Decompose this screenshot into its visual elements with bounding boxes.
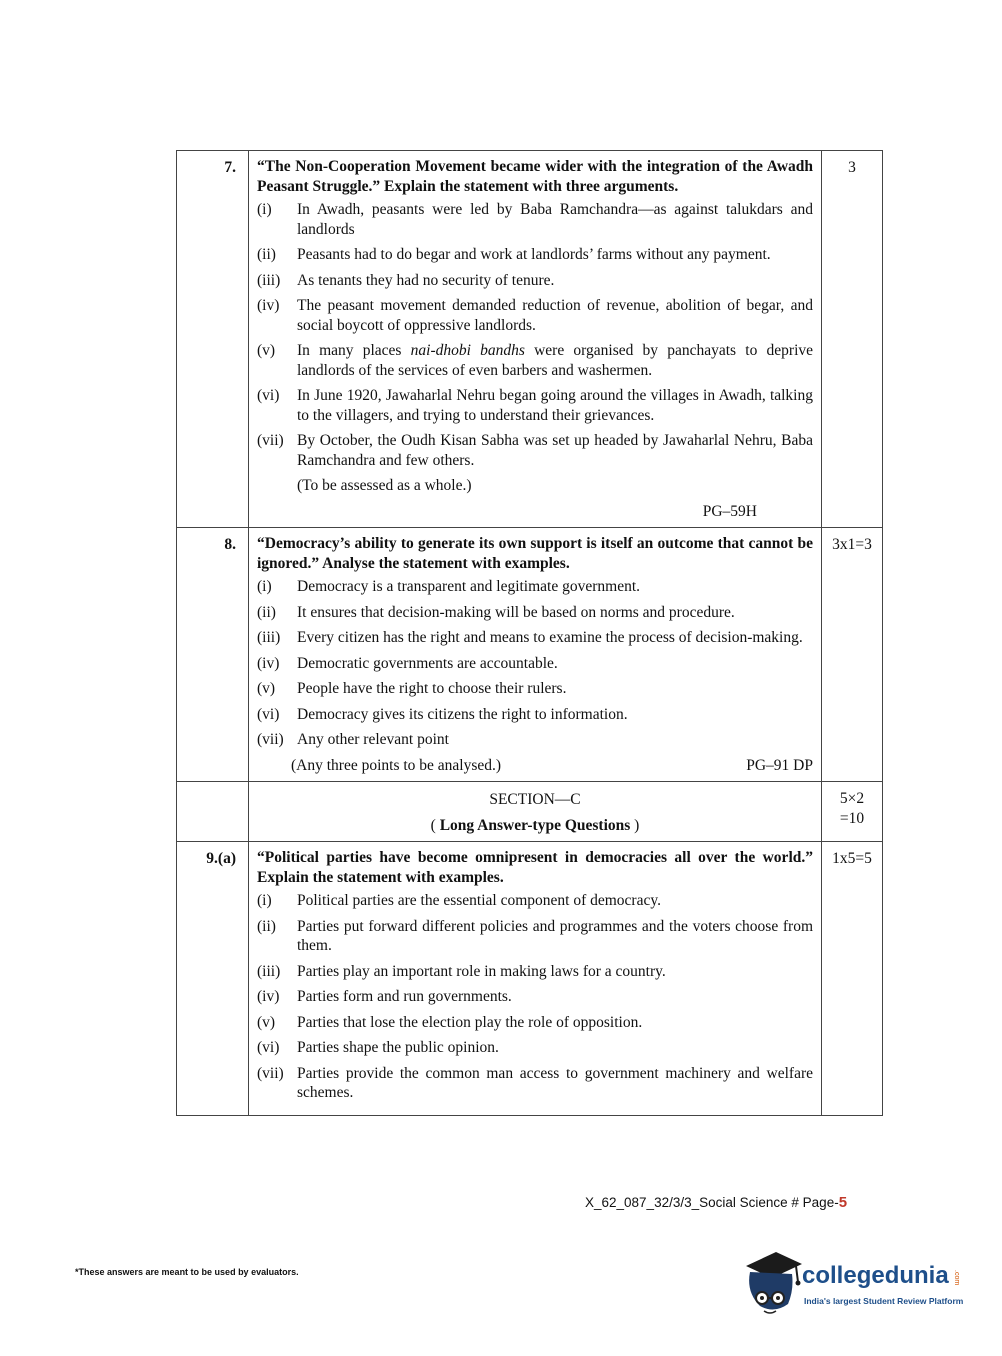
italic-term: nai-dhobi bandhs — [410, 342, 525, 359]
logo-tagline: India's largest Student Review Platform — [804, 1296, 964, 1306]
marks-cell: 3 — [822, 151, 883, 528]
question-number: 9.(a) — [177, 842, 249, 1116]
section-marks: 5×2 =10 — [822, 782, 883, 842]
page-reference: PG–91 DP — [746, 756, 813, 774]
answer-points — [257, 577, 813, 750]
question-row-8 — [177, 528, 883, 782]
assessment-note: (Any three points to be analysed.) — [291, 756, 502, 774]
question-row-7 — [177, 151, 883, 528]
list-item: (i) In Awadh, peasants were led by Baba Ramchandra—as against talukdars and landlords — [257, 201, 813, 238]
question-number: 7. — [177, 151, 249, 528]
page-number: 5 — [838, 1194, 848, 1211]
mascot-icon — [742, 1248, 804, 1318]
list-item: (iii) Parties play an important role in making laws for a country. — [257, 962, 666, 980]
logo-domain-suffix: .com — [953, 1270, 960, 1286]
page-reference: PG–59H — [702, 502, 757, 520]
list-item: (v) In many places nai-dhobi bandhs were organised by panchayats to deprive landlords of the services of even barbers and washermen. — [257, 342, 813, 379]
list-item: (iv) Parties form and run governments. — [257, 988, 512, 1005]
evaluator-disclaimer: *These answers are meant to be used by evaluators. — [75, 1267, 299, 1277]
list-item: (iii) As tenants they had no security of tenure. — [257, 271, 555, 289]
assessment-note: (To be assessed as a whole.) — [297, 477, 472, 494]
list-item: (iv) Democratic governments are accountable. — [257, 654, 558, 672]
page-footer-label: X_62_087_32/3/3_Social Science # Page-5 — [585, 1194, 848, 1211]
question-text: “Political parties have become omnipresent in democracies all over the world.” Explain the statement with examples. — [257, 849, 813, 886]
list-item: (ii) It ensures that decision-making will be based on norms and procedure. — [257, 603, 735, 621]
list-item: (ii) Parties put forward different policies and programmes and the voters choose from them. — [257, 917, 813, 954]
marking-scheme-table — [176, 150, 883, 1116]
section-header-row — [177, 782, 883, 842]
list-item: (vii) Parties provide the common man access to government machinery and welfare schemes. — [257, 1064, 813, 1101]
section-title: SECTION—C — [489, 791, 581, 808]
question-text: “Democracy’s ability to generate its own support is itself an outcome that cannot be ignored.” Analyse the statement with examples. — [257, 535, 813, 572]
question-number: 8. — [177, 528, 249, 782]
section-subtitle: ( Long Answer-type Questions ) — [430, 816, 640, 834]
list-item: (vii) By October, the Oudh Kisan Sabha was set up headed by Jawaharlal Nehru, Baba Ramchandra and few others. — [257, 432, 813, 469]
marks-cell: 1x5=5 — [822, 842, 883, 1116]
list-item: (iv) The peasant movement demanded reduction of revenue, abolition of begar, and social boycott of oppressive landlords. — [257, 297, 813, 334]
list-item: (vi) Democracy gives its citizens the right to information. — [257, 705, 628, 723]
marks-cell: 3x1=3 — [822, 528, 883, 782]
question-text: “The Non-Cooperation Movement became wider with the integration of the Awadh Peasant Struggle.” Explain the statement with three arguments. — [257, 158, 813, 195]
list-item: (i) Political parties are the essential component of democracy. — [257, 892, 661, 909]
answer-points — [257, 891, 813, 1103]
list-item: (vi) In June 1920, Jawaharlal Nehru began going around the villages in Awadh, talking to the villagers, and trying to understand their grievances. — [257, 387, 813, 424]
list-item: (vi) Parties shape the public opinion. — [257, 1039, 499, 1056]
list-item: (iii) Every citizen has the right and means to examine the process of decision-making. — [257, 629, 803, 646]
question-row-9a — [177, 842, 883, 1116]
list-item: (v) People have the right to choose their rulers. — [257, 680, 567, 697]
list-item: (v) Parties that lose the election play the role of opposition. — [257, 1013, 643, 1031]
marking-scheme-sheet — [176, 150, 882, 1116]
list-item: (i) Democracy is a transparent and legitimate government. — [257, 578, 641, 595]
logo-brand-text: collegedunia — [802, 1262, 949, 1289]
list-item: (ii) Peasants had to do begar and work at landlords’ farms without any payment. — [257, 246, 771, 263]
list-item: (vii) Any other relevant point — [257, 731, 449, 748]
answer-points — [257, 200, 813, 470]
collegedunia-logo[interactable] — [742, 1248, 972, 1318]
